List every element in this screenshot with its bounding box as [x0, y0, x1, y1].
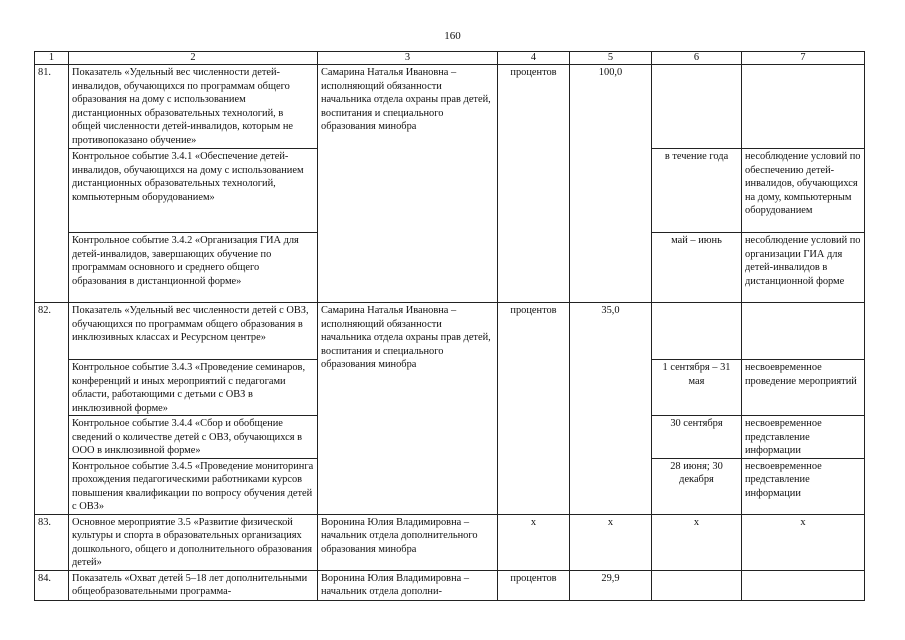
- row-number: 83.: [35, 514, 69, 570]
- deadline: [652, 65, 742, 149]
- control-event: Контрольное событие 3.4.3 «Проведение семинаров, конференций и иных мероприятий с педагогами области, работающими с детьми с ОВЗ в инклюзивной форме»: [69, 360, 318, 416]
- deadline: x: [652, 514, 742, 570]
- header-cell: 7: [742, 52, 865, 65]
- deadline: в течение года: [652, 149, 742, 233]
- indicator-text: Показатель «Охват детей 5–18 лет дополнительными общеобразовательными программа-: [69, 570, 318, 600]
- control-event: Контрольное событие 3.4.2 «Организация ГИА для детей-инвалидов, завершающих обучение по программам основного и среднего общего образования в дистанционной форме»: [69, 233, 318, 303]
- deadline: [652, 570, 742, 600]
- table-row: [35, 65, 865, 149]
- unit: процентов: [498, 303, 570, 515]
- risk: x: [742, 514, 865, 570]
- row-number: 82.: [35, 303, 69, 515]
- responsible-person: Воронина Юлия Владимировна – начальник отдела дополни-: [318, 570, 498, 600]
- deadline: 1 сентября – 31 мая: [652, 360, 742, 416]
- header-cell: 4: [498, 52, 570, 65]
- header-cell: 6: [652, 52, 742, 65]
- header-cell: 2: [69, 52, 318, 65]
- unit: x: [498, 514, 570, 570]
- control-event: Контрольное событие 3.4.5 «Проведение мониторинга прохождения педагогическими работниками курсов повышения квалификации по вопросу обучения детей с ОВЗ»: [69, 458, 318, 514]
- table-row: [35, 303, 865, 360]
- header-cell: 5: [570, 52, 652, 65]
- control-event: Контрольное событие 3.4.4 «Сбор и обобщение сведений о количестве детей с ОВЗ, обучающихся в ООО в инклюзивной форме»: [69, 416, 318, 459]
- indicator-text: Показатель «Удельный вес численности детей-инвалидов, обучающихся по программам общего образования на дому с использованием дистанционных образовательных технологий, в общей численности детей-инвалидов, которым не противопоказано обучение»: [69, 65, 318, 149]
- risk: [742, 65, 865, 149]
- header-cell: 3: [318, 52, 498, 65]
- table-row: [35, 514, 865, 570]
- target-value: x: [570, 514, 652, 570]
- table-row: [35, 570, 865, 600]
- row-number: 81.: [35, 65, 69, 303]
- header-row: [35, 52, 865, 65]
- risk: несвоевременное проведение мероприятий: [742, 360, 865, 416]
- target-value: 29,9: [570, 570, 652, 600]
- unit: процентов: [498, 65, 570, 303]
- risk: [742, 303, 865, 360]
- unit: процентов: [498, 570, 570, 600]
- risk: несоблюдение условий по организации ГИА для детей-инвалидов в дистанционной форме: [742, 233, 865, 303]
- header-cell: 1: [35, 52, 69, 65]
- indicator-text: Основное мероприятие 3.5 «Развитие физической культуры и спорта в образовательных организациях дошкольного, общего и дополнительного образования детей»: [69, 514, 318, 570]
- monitoring-table: [34, 51, 865, 601]
- target-value: 35,0: [570, 303, 652, 515]
- responsible-person: Самарина Наталья Ивановна – исполняющий обязанности начальника отдела охраны прав детей, воспитания и специального образования минобра: [318, 303, 498, 515]
- risk: [742, 570, 865, 600]
- responsible-person: Самарина Наталья Ивановна – исполняющий обязанности начальника отдела охраны прав детей, воспитания и специального образования минобра: [318, 65, 498, 303]
- target-value: 100,0: [570, 65, 652, 303]
- risk: несвоевременное представление информации: [742, 458, 865, 514]
- responsible-person: Воронина Юлия Владимировна – начальник отдела дополнительного образования минобра: [318, 514, 498, 570]
- deadline: 28 июня; 30 декабря: [652, 458, 742, 514]
- deadline: [652, 303, 742, 360]
- control-event: Контрольное событие 3.4.1 «Обеспечение детей-инвалидов, обучающихся на дому с использованием дистанционных образовательных технологий, компьютерным оборудованием»: [69, 149, 318, 233]
- deadline: 30 сентября: [652, 416, 742, 459]
- risk: несоблюдение условий по обеспечению детей-инвалидов, обучающихся на дому, компьютерным оборудованием: [742, 149, 865, 233]
- risk: несвоевременное представление информации: [742, 416, 865, 459]
- deadline: май – июнь: [652, 233, 742, 303]
- row-number: 84.: [35, 570, 69, 600]
- indicator-text: Показатель «Удельный вес численности детей с ОВЗ, обучающихся по программам общего образования в инклюзивных классах и Ресурсном центре»: [69, 303, 318, 360]
- page-number: 160: [444, 30, 461, 42]
